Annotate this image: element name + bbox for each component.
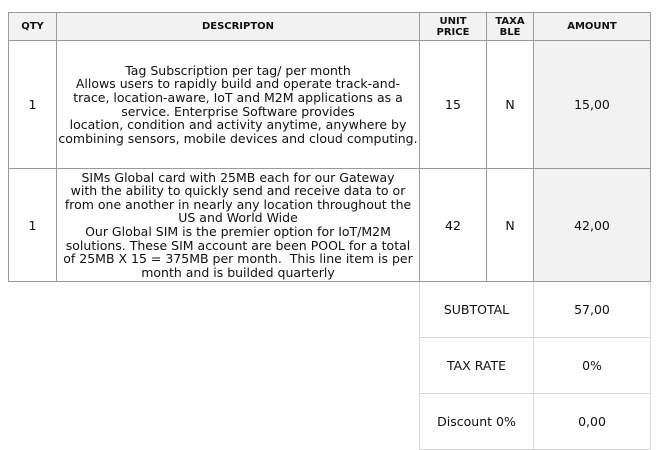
header-unit-price — [420, 13, 487, 41]
description-line: combining sensors, mobile devices and cloud computing. — [58, 130, 418, 146]
subtotal-value: 57,00 — [534, 282, 651, 338]
header-taxable-line1: TAXA — [495, 15, 525, 27]
item-unit-price: 42 — [420, 169, 487, 282]
description-line: SIMs Global card with 25MB each for our Gateway — [81, 169, 395, 185]
tax-rate-label: TAX RATE — [420, 338, 534, 394]
description-line: Our Global SIM is the premier option for IoT/M2M — [85, 224, 391, 239]
item-amount: 42,00 — [534, 169, 651, 282]
tax-rate-value: 0% — [534, 338, 651, 394]
description-line: US and World Wide — [178, 210, 298, 226]
description-line: Allows users to rapidly build and operate track-and- — [75, 76, 401, 92]
description-line: month and is builded quarterly — [141, 264, 335, 280]
header-taxable — [487, 13, 534, 41]
item-description — [57, 41, 420, 169]
header-description: DESCRIPTON — [57, 13, 420, 41]
description-line: from one another in nearly any location throughout the — [64, 196, 412, 212]
table-row — [9, 41, 651, 169]
header-qty: QTY — [9, 13, 57, 41]
header-unit-price-line1: UNIT — [439, 15, 467, 27]
subtotal-label: SUBTOTAL — [420, 282, 534, 338]
description-line: location, condition and activity anytime, anywhere by — [69, 117, 407, 133]
description-line: of 25MB X 15 = 375MB per month. This line item is per — [63, 251, 413, 267]
item-unit-price: 15 — [420, 41, 487, 169]
item-amount: 15,00 — [534, 41, 651, 169]
description-line: Tag Subscription per tag/ per month — [125, 62, 351, 78]
tax-rate-row — [9, 338, 651, 394]
item-taxable: N — [487, 41, 534, 169]
description-line: with the ability to quickly send and receive data to or — [70, 183, 406, 199]
header-amount: AMOUNT — [534, 13, 651, 41]
invoice-table — [8, 12, 651, 450]
subtotal-row — [9, 282, 651, 338]
item-qty: 1 — [9, 169, 57, 282]
description-line: service. Enterprise Software provides — [121, 103, 355, 119]
header-taxable-line2: BLE — [499, 26, 521, 38]
header-row — [9, 13, 651, 41]
description-line: solutions. These SIM account are been POOL for a total — [65, 237, 411, 253]
item-taxable: N — [487, 169, 534, 282]
header-unit-price-line2: PRICE — [436, 26, 470, 38]
discount-label: Discount 0% — [420, 394, 534, 450]
discount-row — [9, 394, 651, 450]
item-description — [57, 169, 420, 282]
description-line: trace, location-aware, IoT and M2M applications as a — [73, 89, 403, 105]
item-qty: 1 — [9, 41, 57, 169]
table-row — [9, 169, 651, 282]
discount-value: 0,00 — [534, 394, 651, 450]
